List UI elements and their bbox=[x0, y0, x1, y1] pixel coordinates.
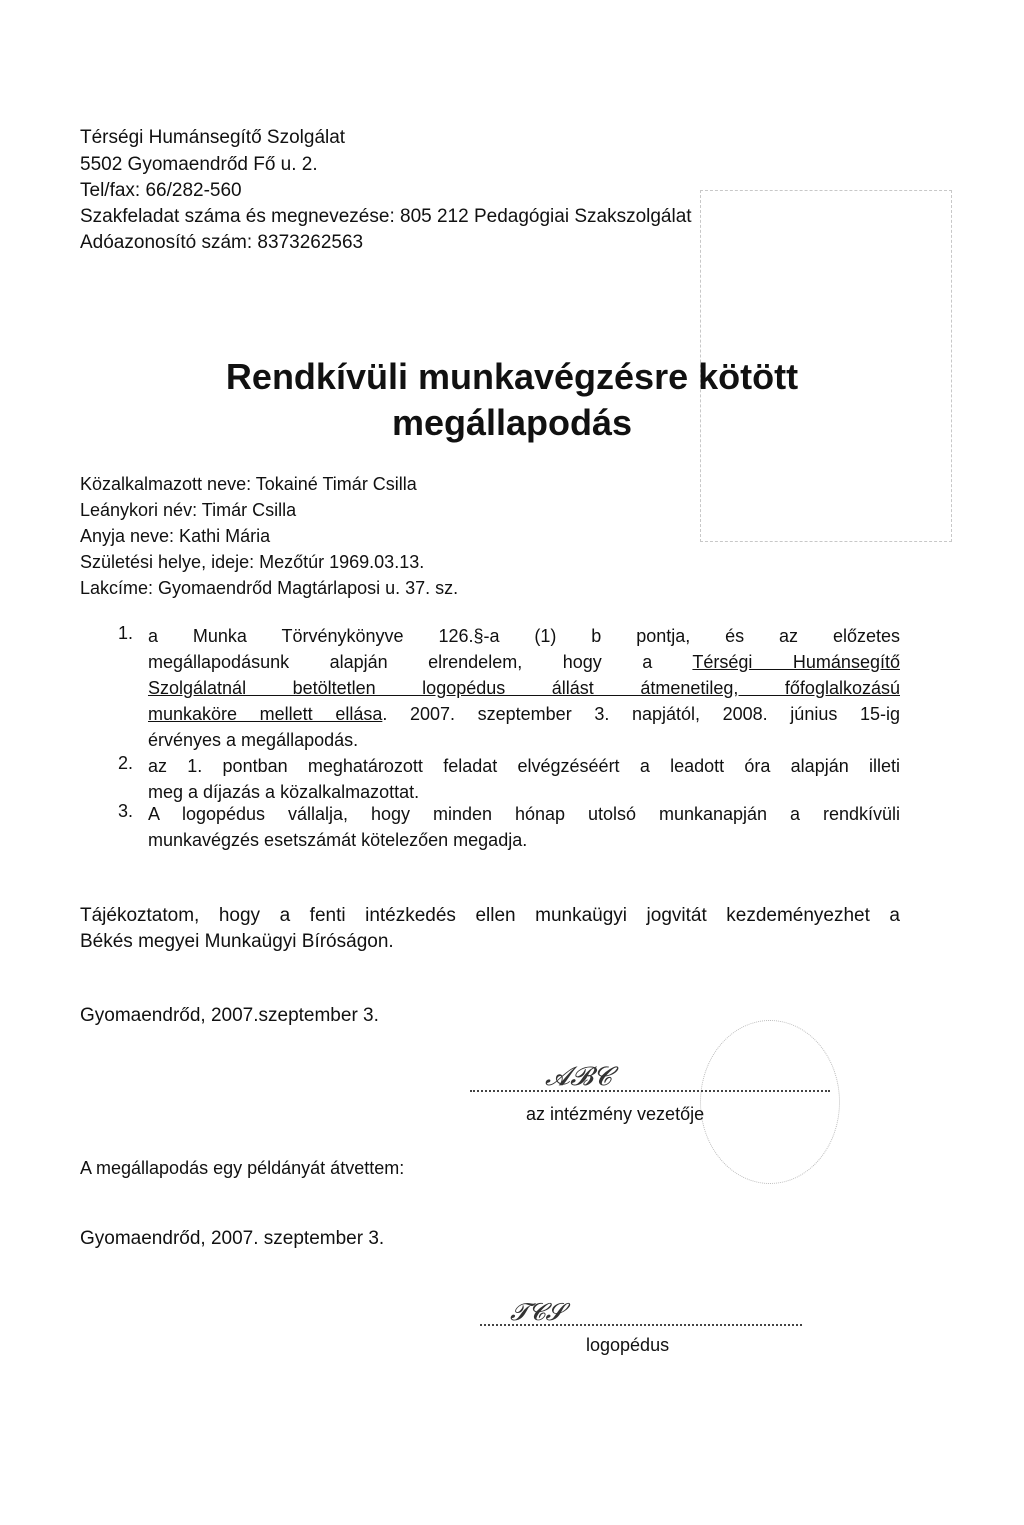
org-tax-id: Adóazonosító szám: 8373262563 bbox=[80, 232, 364, 253]
employee-birth: Születési helye, ideje: Mezőtúr 1969.03.13. bbox=[80, 552, 425, 572]
org-activity: Szakfeladat száma és megnevezése: 805 212 Pedagógiai Szakszolgálat bbox=[80, 206, 692, 227]
item-text-line: az 1. pontban meghatározott feladat elvégzéséért a leadott óra alapján illeti bbox=[148, 756, 900, 776]
legal-notice: Tájékoztatom, hogy a fenti intézkedés ellen munkaügyi jogvitát kezdeményezhet a Békés megyei Munkaügyi Bíróságon. bbox=[80, 905, 900, 952]
item-text-line: érvényes a megállapodás. bbox=[148, 730, 359, 750]
employee-maiden-name: Leánykori név: Timár Csilla bbox=[80, 500, 297, 520]
item-text-line: megállapodásunk alapján elrendelem, hogy a Térségi Humánsegítő bbox=[148, 652, 900, 672]
employee-address: Lakcíme: Gyomaendrőd Magtárlaposi u. 37. sz. bbox=[80, 578, 459, 598]
list-item bbox=[148, 801, 900, 853]
director-signature: 𝓐𝓑𝓒 bbox=[545, 1062, 612, 1092]
item-text-line: munkaköre mellett ellása. 2007. szeptember 3. napjától, 2008. június 15-ig bbox=[148, 704, 900, 724]
item-number: 3. bbox=[118, 801, 134, 821]
org-phone: Tel/fax: 66/282-560 bbox=[80, 180, 242, 201]
signature-line-2 bbox=[480, 1324, 802, 1326]
employee-name: Közalkalmazott neve: Tokainé Timár Csilla bbox=[80, 474, 417, 494]
item-text-line: munkavégzés esetszámát kötelezően megadja. bbox=[148, 830, 528, 850]
item-text-line: A logopédus vállalja, hogy minden hónap utolsó munkanapján a rendkívüli bbox=[148, 804, 900, 824]
list-item bbox=[148, 623, 900, 753]
underlined-text: munkaköre mellett ellása bbox=[148, 704, 383, 724]
round-stamp bbox=[700, 1020, 840, 1184]
org-address: 5502 Gyomaendrőd Fő u. 2. bbox=[80, 154, 318, 175]
org-name: Térségi Humánsegítő Szolgálat bbox=[80, 127, 346, 148]
place-date-2: Gyomaendrőd, 2007. szeptember 3. bbox=[80, 1228, 385, 1249]
underlined-text: Szolgálatnál betöltetlen logopédus állást átmenetileg, főfoglalkozású bbox=[148, 678, 900, 698]
signatory-director: az intézmény vezetője bbox=[526, 1104, 705, 1124]
item-number: 1. bbox=[118, 623, 134, 643]
item-text-line: a Munka Törvénykönyve 126.§-a (1) b pontja, és az előzetes bbox=[148, 626, 900, 646]
employee-signature: 𝓣𝓒𝓢 bbox=[510, 1298, 564, 1326]
item-number: 2. bbox=[118, 753, 134, 773]
signature-line-1 bbox=[470, 1090, 830, 1092]
item-text-line: meg a díjazás a közalkalmazottat. bbox=[148, 782, 420, 802]
place-date-1: Gyomaendrőd, 2007.szeptember 3. bbox=[80, 1005, 379, 1026]
underlined-text: Térségi Humánsegítő bbox=[692, 652, 900, 672]
signatory-speech-therapist: logopédus bbox=[586, 1335, 670, 1355]
list-item bbox=[148, 753, 900, 805]
document-title-line2: megállapodás bbox=[391, 402, 633, 443]
receipt-statement: A megállapodás egy példányát átvettem: bbox=[80, 1158, 405, 1178]
employee-mother-name: Anyja neve: Kathi Mária bbox=[80, 526, 271, 546]
document-title-line1: Rendkívüli munkavégzésre kötött bbox=[225, 356, 799, 397]
